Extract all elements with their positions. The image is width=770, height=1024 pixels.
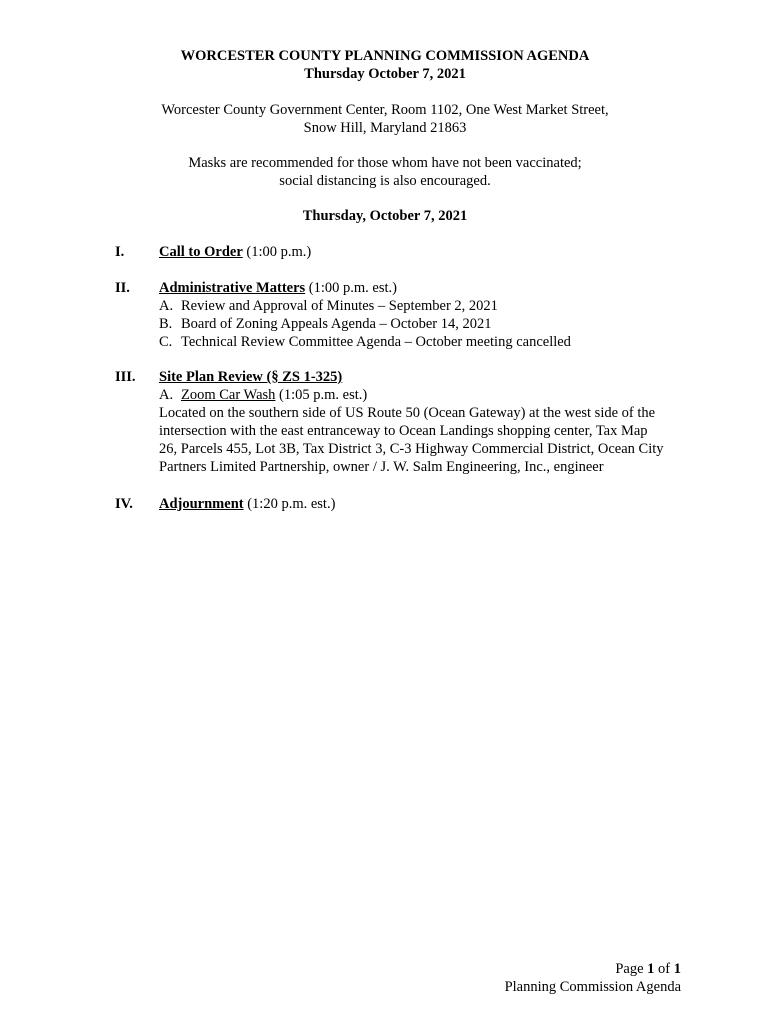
description-line-4: Partners Limited Partnership, owner / J. W. Salm Engineering, Inc., engineer [159,459,604,475]
item-heading: Administrative Matters [159,280,306,296]
item-numeral: II. [115,280,130,296]
footer-doc-name: Planning Commission Agenda [504,979,681,995]
description-line-1: Located on the southern side of US Route 50 (Ocean Gateway) at the west side of the [159,405,656,421]
date-heading: Thursday, October 7, 2021 [302,208,468,224]
item-numeral: III. [115,369,136,385]
item-time: (1:20 p.m. est.) [243,496,336,512]
subitem-text: Review and Approval of Minutes – September 2, 2021 [181,298,498,314]
page-prefix: Page [615,961,648,977]
page-total: 1 [673,961,681,977]
page-number [505,960,681,978]
subitem-minutes [159,297,685,315]
description-line-3: 26, Parcels 455, Lot 3B, Tax District 3, C-3 Highway Commercial District, Ocean City [159,441,664,457]
subitem-letter: A. [159,298,174,314]
subitem-letter: C. [159,334,173,350]
subitem-letter: A. [159,387,174,403]
subitem-text: Board of Zoning Appeals Agenda – October 14, 2021 [181,316,492,332]
item-heading: Call to Order [159,244,243,260]
item-numeral: IV. [115,496,133,512]
location-line-2: Snow Hill, Maryland 21863 [303,120,467,136]
location-block [0,101,770,137]
location-line-1: Worcester County Government Center, Room 1102, One West Market Street, [161,102,609,118]
title-block [0,47,770,83]
subitem-letter: B. [159,316,173,332]
subitem-trc-agenda [159,333,685,351]
masks-line-2: social distancing is also encouraged. [279,173,491,189]
subitem-zoom-car-wash [159,386,685,404]
page-footer [505,960,681,996]
page-current: 1 [647,961,655,977]
item-numeral: I. [115,244,125,260]
item-time: (1:00 p.m. est.) [305,280,397,296]
agenda-date-line: Thursday October 7, 2021 [304,66,466,82]
date-heading-block [0,207,770,225]
subitem-text: Technical Review Committee Agenda – October meeting cancelled [181,334,571,350]
subitem-time: (1:05 p.m. est.) [275,387,368,403]
item-heading: Site Plan Review (§ ZS 1-325) [159,369,343,385]
subitem-bza-agenda [159,315,685,333]
item-time: (1:00 p.m.) [242,244,312,260]
agenda-title: WORCESTER COUNTY PLANNING COMMISSION AGENDA [180,48,590,64]
item-heading: Adjournment [159,496,244,512]
description-line-2: intersection with the east entranceway to Ocean Landings shopping center, Tax Map [159,423,648,439]
subitem-title: Zoom Car Wash [181,387,276,403]
masks-notice [0,154,770,190]
masks-line-1: Masks are recommended for those whom have not been vaccinated; [188,155,582,171]
page-of: of [654,961,674,977]
